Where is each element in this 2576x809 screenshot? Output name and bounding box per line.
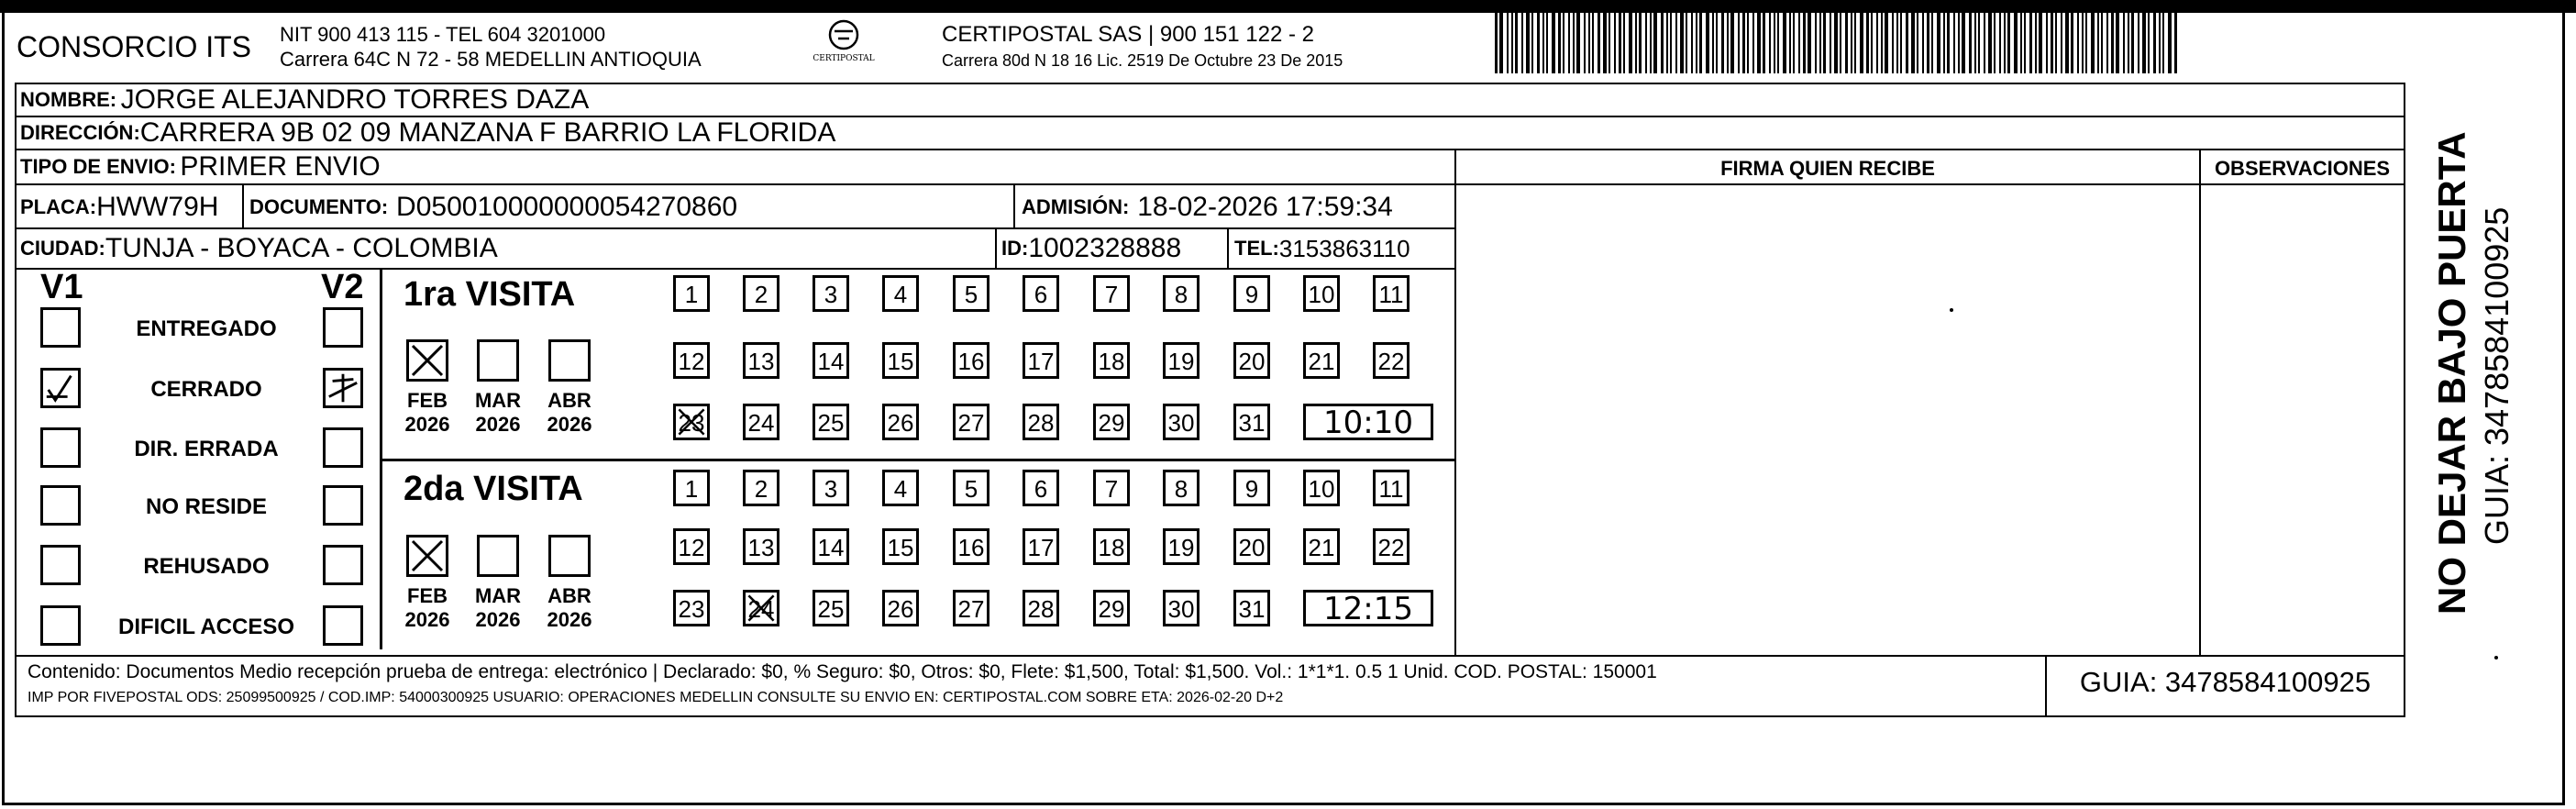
day-box[interactable]: 12 bbox=[673, 528, 710, 565]
barcode-bar bbox=[1598, 13, 1600, 73]
barcode-bar bbox=[1576, 13, 1580, 73]
barcode-bar bbox=[1650, 13, 1652, 73]
day-box[interactable]: 19 bbox=[1163, 528, 1200, 565]
barcode-bar bbox=[1752, 13, 1754, 73]
day-box[interactable]: 16 bbox=[953, 528, 989, 565]
day-box[interactable]: 4 bbox=[882, 275, 919, 312]
barcode-bar bbox=[1892, 13, 1894, 73]
tipo-value: PRIMER ENVIO bbox=[180, 151, 381, 182]
day-box[interactable]: 3 bbox=[813, 470, 849, 506]
day-box[interactable]: 26 bbox=[882, 590, 919, 626]
barcode-bar bbox=[2159, 13, 2161, 73]
day-box[interactable]: 17 bbox=[1023, 342, 1059, 379]
tel-label: TEL: bbox=[1234, 237, 1279, 260]
footer-imp: IMP POR FIVEPOSTAL ODS: 25099500925 / COD.IMP: 54000300925 USUARIO: OPERACIONES MEDELLIN CONSULTE SU ENVIO EN: CERTIPOSTAL.COM SOBRE ETA: 2026-02-20 D+2 bbox=[28, 690, 1284, 705]
direccion-field bbox=[20, 116, 835, 150]
admision-label: ADMISIÓN: bbox=[1022, 195, 1130, 218]
barcode-bar bbox=[1845, 13, 1848, 73]
barcode-bar bbox=[1978, 13, 1980, 73]
barcode-bar bbox=[1803, 13, 1806, 73]
day-box[interactable]: 31 bbox=[1233, 404, 1270, 440]
second-visit-title: 2da VISITA bbox=[404, 470, 583, 508]
observaciones-label: OBSERVACIONES bbox=[2214, 157, 2391, 180]
tel-field bbox=[1234, 229, 1410, 268]
id-field bbox=[1001, 229, 1181, 268]
barcode-bar bbox=[1917, 13, 1918, 73]
barcode-bar bbox=[1757, 13, 1761, 73]
month-checkbox[interactable] bbox=[406, 339, 448, 382]
placa-value: HWW79H bbox=[96, 192, 219, 222]
status-label: REHUSADO bbox=[143, 554, 270, 579]
month-year: 2026 bbox=[547, 608, 592, 631]
barcode-bar bbox=[1927, 13, 1929, 73]
barcode-bar bbox=[1988, 13, 1992, 73]
day-box[interactable]: 12 bbox=[673, 342, 710, 379]
documento-field bbox=[249, 188, 737, 227]
month-label: ABR bbox=[547, 389, 591, 412]
footer-guia: GUIA: 3478584100925 bbox=[2079, 666, 2371, 698]
visit-divider-horizontal bbox=[380, 459, 1456, 461]
barcode-bar bbox=[1958, 13, 1960, 73]
barcode-bar bbox=[1721, 13, 1724, 73]
tipo-field bbox=[20, 149, 381, 185]
month-year: 2026 bbox=[475, 608, 521, 631]
barcode-bar bbox=[1947, 13, 1950, 73]
company-line-1: NIT 900 413 115 - TEL 604 3201000 bbox=[280, 23, 606, 46]
barcode-bar bbox=[1495, 13, 1498, 73]
nombre-field bbox=[20, 83, 589, 117]
day-box[interactable]: 2 bbox=[743, 275, 779, 312]
firma-column bbox=[1454, 149, 2201, 657]
day-box[interactable]: 8 bbox=[1163, 275, 1200, 312]
company-line-2: Carrera 64C N 72 - 58 MEDELLIN ANTIOQUIA bbox=[280, 48, 702, 71]
barcode-bar bbox=[2046, 13, 2048, 73]
barcode-bar bbox=[1783, 13, 1786, 73]
month-checkbox[interactable] bbox=[548, 339, 591, 382]
day-box[interactable]: 6 bbox=[1023, 470, 1059, 506]
hand-mark bbox=[409, 342, 446, 379]
day-box[interactable]: 18 bbox=[1093, 342, 1130, 379]
barcode-bar bbox=[2051, 13, 2053, 73]
direccion-label: DIRECCIÓN: bbox=[20, 121, 140, 144]
barcode-bar bbox=[1507, 13, 1509, 73]
barcode-bar bbox=[1712, 13, 1714, 73]
day-box[interactable]: 2 bbox=[743, 470, 779, 506]
barcode-bar bbox=[2162, 13, 2164, 73]
barcode-bar bbox=[1552, 13, 1555, 73]
day-box[interactable]: 30 bbox=[1163, 404, 1200, 440]
day-box[interactable]: 26 bbox=[882, 404, 919, 440]
carrier-line-1: CERTIPOSTAL SAS | 900 151 122 - 2 bbox=[942, 22, 1314, 47]
month-checkbox[interactable] bbox=[548, 535, 591, 577]
barcode-bar bbox=[1906, 13, 1908, 73]
month-checkbox[interactable] bbox=[406, 535, 448, 577]
scan-dot bbox=[1950, 308, 1953, 312]
barcode-bar bbox=[2029, 13, 2032, 73]
barcode-bar bbox=[1515, 13, 1518, 73]
day-box[interactable]: 4 bbox=[882, 470, 919, 506]
barcode-bar bbox=[1999, 13, 2001, 73]
barcode-bar bbox=[1603, 13, 1607, 73]
admision-field bbox=[1022, 188, 1393, 227]
day-box[interactable]: 22 bbox=[1373, 528, 1410, 565]
barcode-bar bbox=[2168, 13, 2172, 73]
barcode-bar bbox=[1521, 13, 1523, 73]
day-box[interactable]: 5 bbox=[953, 470, 989, 506]
barcode-bar bbox=[1645, 13, 1647, 73]
barcode-bar bbox=[1661, 13, 1664, 73]
status-label: DIFICIL ACCESO bbox=[117, 615, 294, 639]
barcode-bar bbox=[1716, 13, 1718, 73]
tel-value: 3153863110 bbox=[1278, 234, 1410, 262]
day-box[interactable]: 14 bbox=[813, 342, 849, 379]
month-label: MAR bbox=[474, 389, 522, 412]
barcode-bar bbox=[1730, 13, 1734, 73]
hand-mark bbox=[676, 406, 707, 438]
month-year: 2026 bbox=[547, 413, 592, 436]
ciudad-value: TUNJA - BOYACA - COLOMBIA bbox=[105, 233, 498, 263]
barcode-bar bbox=[1542, 13, 1544, 73]
barcode-bar bbox=[2077, 13, 2079, 73]
hand-mark bbox=[326, 371, 360, 405]
barcode-bar bbox=[1896, 13, 1898, 73]
day-box[interactable]: 18 bbox=[1093, 528, 1130, 565]
month-year: 2026 bbox=[404, 413, 450, 436]
barcode-bar bbox=[2101, 13, 2103, 73]
v1-label: V1 bbox=[40, 268, 83, 306]
barcode-bar bbox=[1666, 13, 1668, 73]
barcode-bar bbox=[1860, 13, 1863, 73]
barcode-bar bbox=[1558, 13, 1561, 73]
side-warning: NO DEJAR BAJO PUERTA bbox=[2430, 131, 2473, 615]
month-year: 2026 bbox=[404, 608, 450, 631]
barcode-bar bbox=[1639, 13, 1642, 73]
day-box[interactable]: 21 bbox=[1303, 342, 1340, 379]
day-box[interactable]: 11 bbox=[1373, 275, 1410, 312]
barcode-bar bbox=[1974, 13, 1976, 73]
barcode-bar bbox=[1798, 13, 1800, 73]
v2-checkbox[interactable] bbox=[323, 605, 363, 646]
barcode-bar bbox=[2148, 13, 2150, 73]
day-box[interactable]: 22 bbox=[1373, 342, 1410, 379]
barcode-bar bbox=[2035, 13, 2037, 73]
day-box[interactable]: 9 bbox=[1233, 275, 1270, 312]
first-visit-title: 1ra VISITA bbox=[404, 275, 576, 314]
barcode-bar bbox=[1563, 13, 1564, 73]
admision-value: 18-02-2026 17:59:34 bbox=[1137, 192, 1393, 222]
day-box[interactable]: 21 bbox=[1303, 528, 1340, 565]
ciudad-field bbox=[20, 229, 498, 268]
day-box[interactable]: 16 bbox=[953, 342, 989, 379]
barcode-bar bbox=[1774, 13, 1775, 73]
v2-checkbox[interactable] bbox=[323, 485, 363, 526]
barcode-bar bbox=[2106, 13, 2108, 73]
logo-text: CERTIPOSTAL bbox=[813, 54, 875, 63]
month-label: FEB bbox=[407, 389, 448, 412]
placa-label: PLACA: bbox=[20, 195, 97, 218]
barcode-bar bbox=[2024, 13, 2026, 73]
barcode-bar bbox=[1789, 13, 1791, 73]
barcode-bar bbox=[1537, 13, 1540, 73]
barcode-bar bbox=[1670, 13, 1672, 73]
v2-checkbox[interactable] bbox=[323, 427, 363, 468]
barcode-bar bbox=[1568, 13, 1570, 73]
barcode-bar bbox=[1830, 13, 1831, 73]
barcode-bar bbox=[1953, 13, 1955, 73]
hand-mark bbox=[409, 537, 446, 574]
day-box[interactable]: 20 bbox=[1233, 528, 1270, 565]
barcode-bar bbox=[1911, 13, 1915, 73]
day-box[interactable]: 14 bbox=[813, 528, 849, 565]
barcode-bar bbox=[1808, 13, 1811, 73]
barcode-bar bbox=[1635, 13, 1637, 73]
day-box[interactable]: 17 bbox=[1023, 528, 1059, 565]
v2-checkbox[interactable] bbox=[323, 368, 363, 408]
barcode-bar bbox=[2138, 13, 2139, 73]
month-checkbox[interactable] bbox=[477, 535, 519, 577]
barcode-bar bbox=[1619, 13, 1621, 73]
barcode-bar bbox=[1511, 13, 1513, 73]
day-box[interactable]: 28 bbox=[1023, 404, 1059, 440]
barcode-bar bbox=[2116, 13, 2119, 73]
barcode-bar bbox=[1584, 13, 1586, 73]
barcode-bar bbox=[1699, 13, 1702, 73]
visit-time: 12:15 bbox=[1303, 590, 1433, 626]
barcode-bar bbox=[1742, 13, 1745, 73]
barcode-bar bbox=[2004, 13, 2006, 73]
barcode-bar bbox=[2131, 13, 2134, 73]
barcode-bar bbox=[1851, 13, 1852, 73]
hand-mark bbox=[746, 593, 777, 624]
barcode-bar bbox=[1994, 13, 1996, 73]
placa-field bbox=[20, 188, 218, 227]
barcode-bar bbox=[1876, 13, 1878, 73]
barcode-bar bbox=[1854, 13, 1856, 73]
day-box[interactable]: 24 bbox=[743, 404, 779, 440]
barcode-bar bbox=[1866, 13, 1869, 73]
status-label: DIR. ERRADA bbox=[134, 437, 279, 461]
day-box[interactable]: 10 bbox=[1303, 275, 1340, 312]
month-label: FEB bbox=[407, 584, 448, 607]
barcode-bar bbox=[2091, 13, 2095, 73]
ciudad-label: CIUDAD: bbox=[20, 237, 105, 260]
month-label: ABR bbox=[547, 584, 591, 607]
barcode-bar bbox=[1696, 13, 1697, 73]
footer-contenido: Contenido: Documentos Medio recepción prueba de entrega: electrónico | Declarado: $0, % Seguro: $0, Otros: $0, Flete: $1,500, Total: $1,500. Vol.: 1*1*1. 0.5 1 Unid. COD. POSTAL: 150001 bbox=[28, 661, 1657, 682]
barcode-bar bbox=[2014, 13, 2018, 73]
barcode-bar bbox=[1840, 13, 1841, 73]
id-value: 1002328888 bbox=[1028, 233, 1182, 263]
barcode-bar bbox=[1727, 13, 1729, 73]
visit-time: 10:10 bbox=[1303, 404, 1433, 440]
barcode-bar bbox=[1614, 13, 1616, 73]
day-box[interactable]: 31 bbox=[1233, 590, 1270, 626]
day-box[interactable]: 25 bbox=[813, 404, 849, 440]
barcode-bar bbox=[1793, 13, 1795, 73]
barcode-bar bbox=[1623, 13, 1625, 73]
day-box[interactable]: 23 bbox=[673, 404, 710, 440]
day-box[interactable]: 1 bbox=[673, 470, 710, 506]
day-box[interactable]: 9 bbox=[1233, 470, 1270, 506]
barcode-bar bbox=[1931, 13, 1933, 73]
day-box[interactable]: 10 bbox=[1303, 470, 1340, 506]
tipo-label: TIPO DE ENVIO: bbox=[20, 155, 176, 178]
day-box[interactable]: 8 bbox=[1163, 470, 1200, 506]
barcode-bar bbox=[2123, 13, 2125, 73]
day-box[interactable]: 7 bbox=[1093, 275, 1130, 312]
day-box[interactable]: 23 bbox=[673, 590, 710, 626]
v2-label: V2 bbox=[321, 268, 364, 306]
barcode-bar bbox=[2085, 13, 2087, 73]
day-box[interactable]: 15 bbox=[882, 342, 919, 379]
side-guia: GUIA: 3478584100925 bbox=[2478, 206, 2515, 545]
barcode-bar bbox=[2055, 13, 2057, 73]
day-box[interactable]: 24 bbox=[743, 590, 779, 626]
barcode-bar bbox=[1691, 13, 1693, 73]
barcode-bar bbox=[1823, 13, 1826, 73]
barcode-bar bbox=[1922, 13, 1924, 73]
barcode-bar bbox=[2007, 13, 2010, 73]
day-box[interactable]: 20 bbox=[1233, 342, 1270, 379]
day-box[interactable]: 29 bbox=[1093, 404, 1130, 440]
barcode-bar bbox=[1629, 13, 1632, 73]
barcode-bar bbox=[2039, 13, 2042, 73]
observaciones-column bbox=[2199, 149, 2405, 657]
documento-value: D050010000000054270860 bbox=[396, 192, 738, 222]
barcode-bar bbox=[1871, 13, 1873, 73]
day-box[interactable]: 27 bbox=[953, 404, 989, 440]
day-box[interactable]: 15 bbox=[882, 528, 919, 565]
firma-label: FIRMA QUIEN RECIBE bbox=[1720, 157, 1935, 180]
barcode-bar bbox=[2071, 13, 2073, 73]
day-box[interactable]: 29 bbox=[1093, 590, 1130, 626]
day-box[interactable]: 13 bbox=[743, 528, 779, 565]
v2-checkbox[interactable] bbox=[323, 545, 363, 585]
day-box[interactable]: 28 bbox=[1023, 590, 1059, 626]
barcode-bar bbox=[2020, 13, 2022, 73]
day-box[interactable]: 27 bbox=[953, 590, 989, 626]
barcode-bar bbox=[1819, 13, 1821, 73]
nombre-value: JORGE ALEJANDRO TORRES DAZA bbox=[120, 84, 590, 115]
month-checkbox[interactable] bbox=[477, 339, 519, 382]
scan-dot bbox=[2494, 656, 2498, 659]
barcode-bar bbox=[1546, 13, 1548, 73]
day-box[interactable]: 3 bbox=[813, 275, 849, 312]
day-box[interactable]: 19 bbox=[1163, 342, 1200, 379]
barcode-bar bbox=[1943, 13, 1945, 73]
barcode-bar bbox=[1984, 13, 1985, 73]
barcode-bar bbox=[1900, 13, 1902, 73]
direccion-value: CARRERA 9B 02 09 MANZANA F BARRIO LA FLORIDA bbox=[139, 117, 836, 148]
barcode-bar bbox=[1499, 13, 1503, 73]
barcode-bar bbox=[1609, 13, 1610, 73]
documento-label: DOCUMENTO: bbox=[249, 195, 389, 218]
barcode-bar bbox=[1675, 13, 1677, 73]
barcode-bar bbox=[1592, 13, 1594, 73]
barcode-bar bbox=[1680, 13, 1684, 73]
day-box[interactable]: 13 bbox=[743, 342, 779, 379]
company-name: CONSORCIO ITS bbox=[17, 30, 252, 63]
barcode-bar bbox=[2153, 13, 2156, 73]
barcode-bar bbox=[2142, 13, 2146, 73]
barcode-bar bbox=[1937, 13, 1940, 73]
day-box[interactable]: 7 bbox=[1093, 470, 1130, 506]
barcode-bar bbox=[1653, 13, 1657, 73]
v2-checkbox[interactable] bbox=[323, 307, 363, 348]
barcode bbox=[1495, 13, 2183, 73]
barcode-bar bbox=[1706, 13, 1709, 73]
status-label: CERRADO bbox=[150, 377, 262, 402]
barcode-bar bbox=[1747, 13, 1749, 73]
barcode-bar bbox=[1738, 13, 1740, 73]
barcode-bar bbox=[2082, 13, 2084, 73]
barcode-bar bbox=[1834, 13, 1838, 73]
status-label: ENTREGADO bbox=[136, 316, 277, 341]
barcode-bar bbox=[1777, 13, 1779, 73]
nombre-label: NOMBRE: bbox=[20, 88, 117, 111]
carrier-line-2: Carrera 80d N 18 16 Lic. 2519 De Octubre 23 De 2015 bbox=[942, 51, 1343, 70]
barcode-bar bbox=[1763, 13, 1765, 73]
barcode-bar bbox=[1969, 13, 1972, 73]
barcode-bar bbox=[2111, 13, 2114, 73]
day-box[interactable]: 11 bbox=[1373, 470, 1410, 506]
barcode-bar bbox=[1881, 13, 1883, 73]
status-label: NO RESIDE bbox=[145, 494, 268, 519]
barcode-bar bbox=[2128, 13, 2129, 73]
day-box[interactable]: 25 bbox=[813, 590, 849, 626]
barcode-bar bbox=[2061, 13, 2062, 73]
barcode-bar bbox=[1526, 13, 1530, 73]
id-label: ID: bbox=[1001, 237, 1029, 260]
barcode-bar bbox=[1531, 13, 1533, 73]
barcode-bar bbox=[2174, 13, 2177, 73]
barcode-bar bbox=[1573, 13, 1575, 73]
barcode-bar bbox=[2065, 13, 2069, 73]
barcode-bar bbox=[1815, 13, 1817, 73]
day-box[interactable]: 30 bbox=[1163, 590, 1200, 626]
barcode-bar bbox=[1885, 13, 1888, 73]
certipostal-logo-icon bbox=[807, 18, 880, 64]
barcode-bar bbox=[2097, 13, 2099, 73]
barcode-bar bbox=[1769, 13, 1771, 73]
day-box[interactable]: 1 bbox=[673, 275, 710, 312]
month-year: 2026 bbox=[475, 413, 521, 436]
month-label: MAR bbox=[474, 584, 522, 607]
day-box[interactable]: 6 bbox=[1023, 275, 1059, 312]
barcode-bar bbox=[1686, 13, 1687, 73]
barcode-bar bbox=[1962, 13, 1965, 73]
day-box[interactable]: 5 bbox=[953, 275, 989, 312]
barcode-bar bbox=[1588, 13, 1590, 73]
